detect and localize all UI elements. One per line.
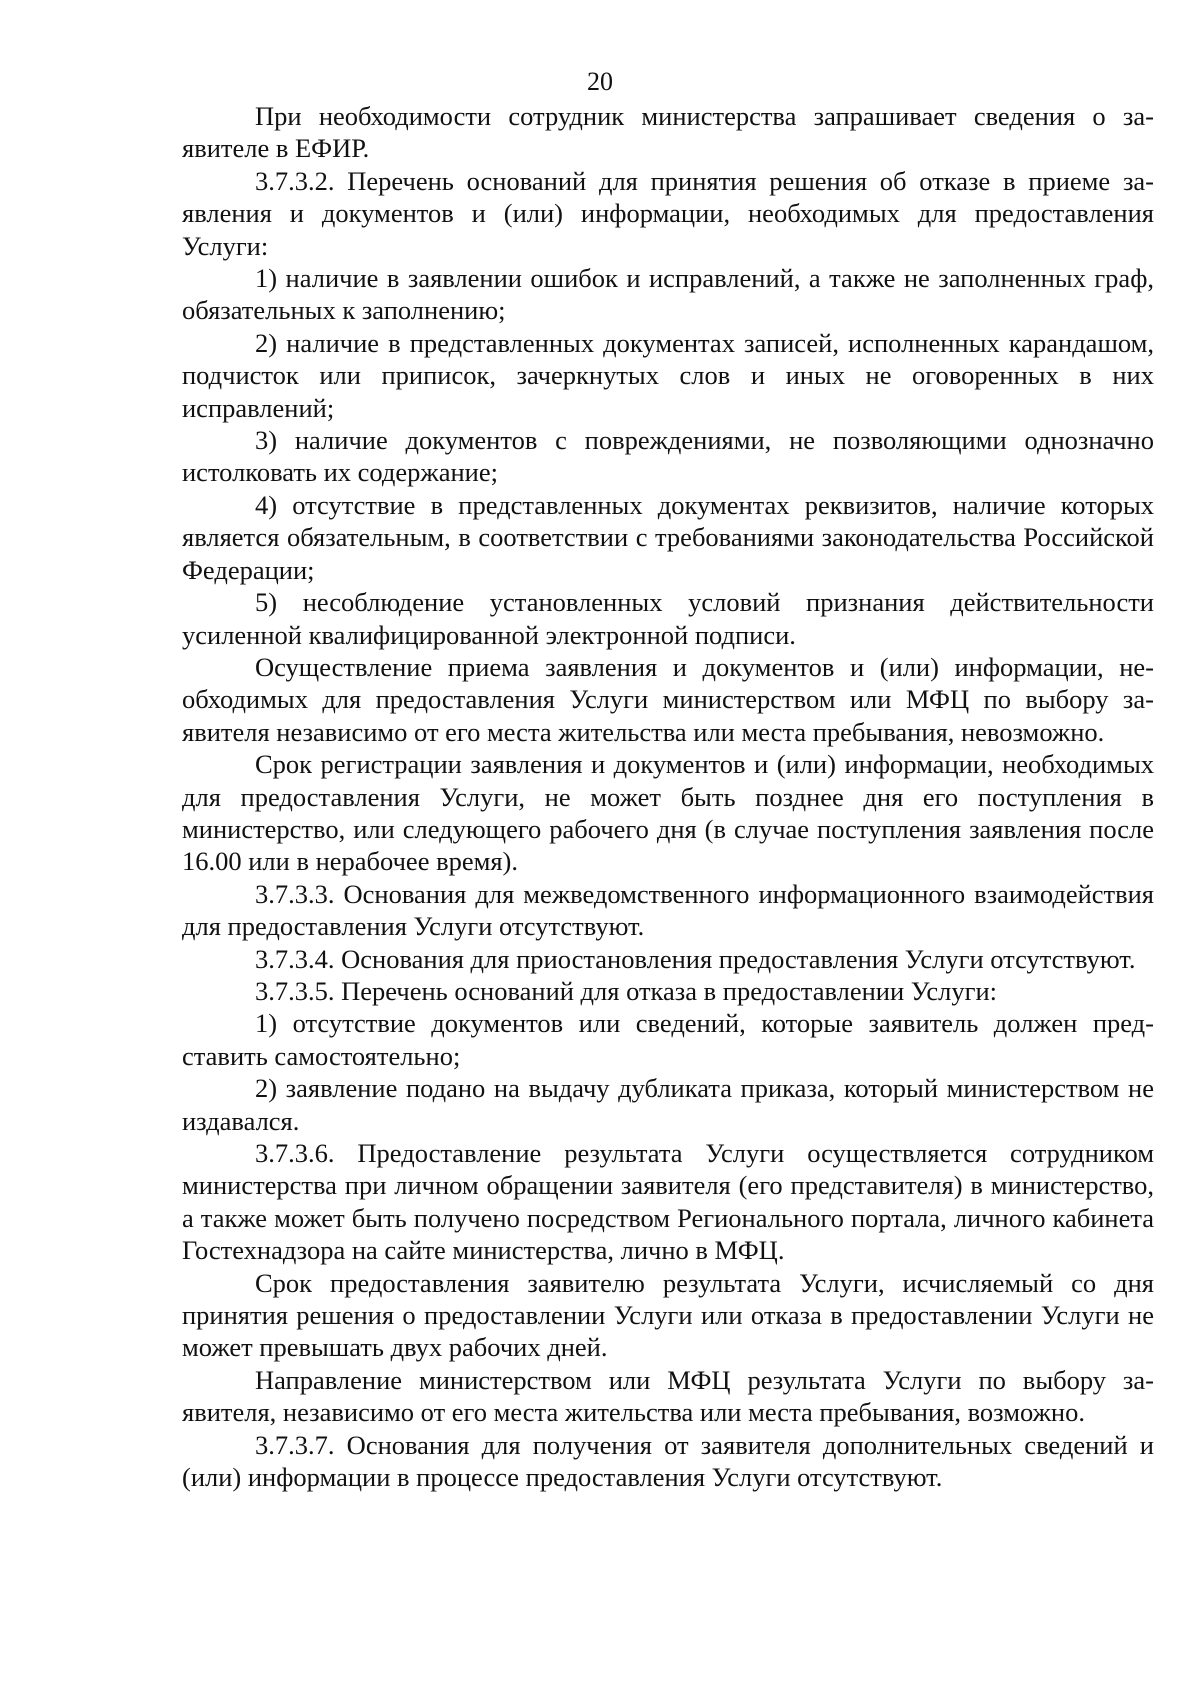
paragraph: 3.7.3.7. Основания для получения от заявителя дополнительных сведений и (или) информации в процессе предоставления Услуги отсутствуют.	[182, 1429, 1154, 1493]
paragraph: При необходимости сотрудник министерства запрашивает сведения о заявителе в ЕФИР.	[182, 101, 1154, 164]
paragraph: 3.7.3.2. Перечень оснований для принятия решения об отказе в приеме заявления и документов и (или) информации, необходимых для предоставления Услуги:	[182, 165, 1154, 261]
paragraph: Срок предоставления заявителю результата Услуги, исчисляемый со дня принятия решения о предоставлении Услуги или отказа в предоставлении Услуги не может превышать двух рабочих дней.	[182, 1267, 1154, 1363]
paragraph: Осуществление приема заявления и документов и (или) информации, необходимых для предоставления Услуги министерством или МФЦ по выбору заявителя независимо от его места жительства или места пребывания, невозможно.	[182, 651, 1154, 747]
page-number: 20	[587, 67, 613, 96]
paragraph: 3.7.3.6. Предоставление результата Услуги осуществляется сотрудником министерства при личном обращении заявителя (его представителя) в министерство, а также может быть получено посредством Регионального портала, личного кабинета Гостехнадзора на сайте министерства, лично в МФЦ.	[182, 1138, 1154, 1266]
paragraph: 3.7.3.4. Основания для приостановления предоставления Услуги отсутствуют.	[255, 943, 1136, 974]
list-item: 2) наличие в представленных документах записей, исполненных карандашом, подчисток или приписок, зачеркнутых слов и иных не оговоренных в них исправлений;	[182, 327, 1154, 423]
list-item: 1) отсутствие документов или сведений, которые заявитель должен представить самостоятельно;	[182, 1008, 1154, 1071]
paragraph: 3.7.3.5. Перечень оснований для отказа в предоставлении Услуги:	[255, 975, 997, 1006]
document-body	[182, 100, 1154, 1493]
list-item: 4) отсутствие в представленных документах реквизитов, наличие которых является обязательным, в соответствии с требованиями законодательства Российской Федерации;	[182, 489, 1154, 585]
list-item: 3) наличие документов с повреждениями, не позволяющими однозначно истолковать их содержание;	[182, 425, 1154, 488]
paragraph: 3.7.3.3. Основания для межведомственного информационного взаимодействия для предоставления Услуги отсутствуют.	[182, 878, 1154, 942]
list-item: 1) наличие в заявлении ошибок и исправлений, а также не заполненных граф, обязательных к заполнению;	[182, 263, 1154, 326]
paragraph: Направление министерством или МФЦ результата Услуги по выбору заявителя, независимо от его места жительства или места пребывания, возможно.	[182, 1364, 1154, 1428]
list-item: 5) несоблюдение установленных условий признания действительности усиленной квалифицированной электронной подписи.	[182, 587, 1154, 650]
paragraph: Срок регистрации заявления и документов и (или) информации, необходимых для предоставления Услуги, не может быть позднее дня его поступления в министерство, или следующего рабочего дня (в случае поступления заявления после 16.00 или в нерабочее время).	[182, 749, 1154, 877]
list-item: 2) заявление подано на выдачу дубликата приказа, который министерством не издавался.	[182, 1073, 1154, 1136]
